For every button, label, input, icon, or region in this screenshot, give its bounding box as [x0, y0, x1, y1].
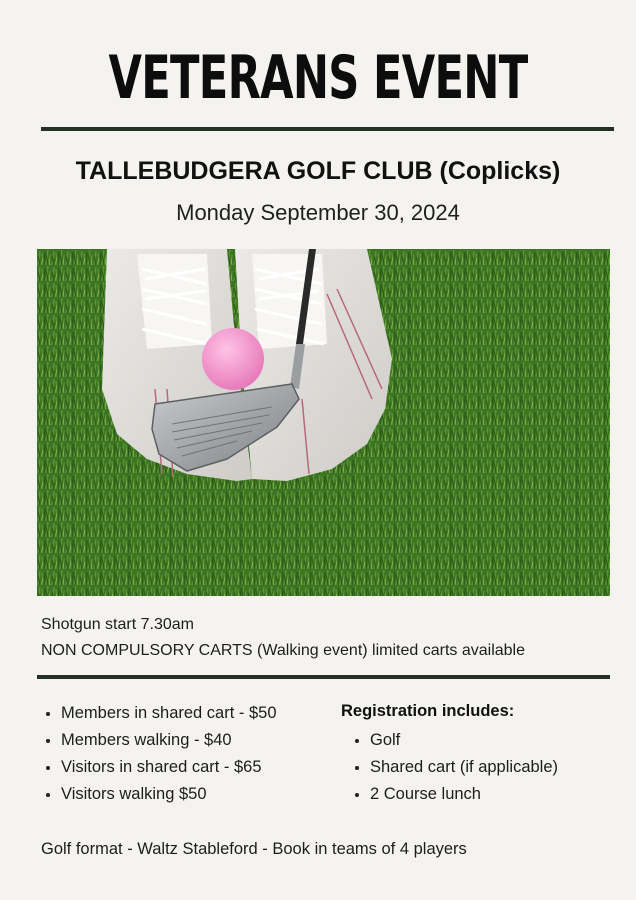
middle-divider: [37, 675, 610, 679]
fees-list: [46, 700, 277, 808]
golf-format-text: Golf format - Waltz Stableford - Book in teams of 4 players: [41, 840, 467, 858]
event-date: Monday September 30, 2024: [176, 200, 460, 225]
list-item: Members walking - $40: [46, 727, 277, 754]
club-name: TALLEBUDGERA GOLF CLUB (Coplicks): [75, 157, 561, 185]
registration-heading: Registration includes:: [341, 702, 515, 720]
list-item: Visitors in shared cart - $65: [46, 754, 277, 781]
top-divider: [41, 127, 614, 131]
registration-list: [355, 727, 558, 808]
list-item: Visitors walking $50: [46, 781, 277, 808]
event-title: VETERANS EVENT: [108, 43, 528, 113]
pink-golf-ball-graphic: [202, 328, 264, 390]
list-item: Members in shared cart - $50: [46, 700, 277, 727]
list-item: 2 Course lunch: [355, 781, 558, 808]
list-item: Golf: [355, 727, 558, 754]
shotgun-start-text: Shotgun start 7.30am: [41, 616, 194, 633]
golf-shoes-photo: [37, 249, 610, 596]
list-item: Shared cart (if applicable): [355, 754, 558, 781]
carts-info-text: NON COMPULSORY CARTS (Walking event) limited carts available: [41, 642, 525, 659]
